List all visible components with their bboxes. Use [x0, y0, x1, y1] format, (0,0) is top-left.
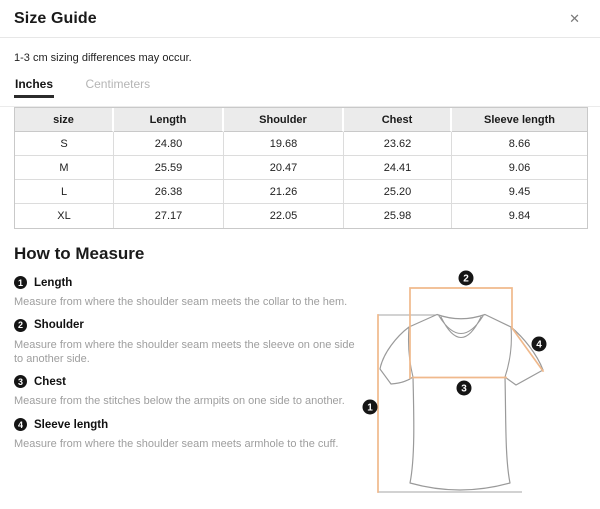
number-badge-icon: 1	[14, 276, 27, 289]
units-tabbar	[0, 75, 600, 107]
cell-shoulder: 22.05	[224, 204, 344, 228]
cell-sleeve: 8.66	[452, 132, 587, 156]
measure-label: Shoulder	[34, 319, 84, 332]
table-row	[15, 180, 587, 204]
cell-size: XL	[15, 204, 114, 228]
cell-size: M	[15, 156, 114, 180]
cell-length: 24.80	[114, 132, 224, 156]
cell-shoulder: 21.26	[224, 180, 344, 204]
diagram-badge-shoulder	[459, 271, 474, 286]
col-header-length: Length	[114, 108, 224, 132]
cell-shoulder: 19.68	[224, 132, 344, 156]
cell-sleeve: 9.84	[452, 204, 587, 228]
badge-number: 2	[463, 273, 469, 285]
measure-label: Chest	[34, 375, 66, 388]
diagram-badge-sleeve	[532, 337, 547, 352]
list-item	[14, 276, 366, 310]
tshirt-measure-diagram	[360, 258, 600, 509]
measure-label: Length	[34, 276, 73, 289]
measure-description: Measure from where the shoulder seam meets the sleeve on one side to another side.	[14, 338, 355, 365]
measure-description: Measure from the stitches below the armpits on one side to another.	[14, 395, 345, 408]
badge-number: 1	[367, 402, 373, 414]
cell-chest: 25.98	[344, 204, 452, 228]
tshirt-outline	[380, 315, 543, 491]
list-item	[14, 375, 366, 409]
measure-description: Measure from where the shoulder seam meets armhole to the cuff.	[14, 438, 339, 450]
measure-description: Measure from where the shoulder seam meets the collar to the hem.	[14, 296, 348, 308]
number-badge-icon: 4	[14, 418, 27, 431]
cell-sleeve: 9.06	[452, 156, 587, 180]
how-to-measure-title: How to Measure	[14, 244, 145, 263]
badge-number: 4	[536, 339, 542, 351]
cell-size: L	[15, 180, 114, 204]
modal-header	[0, 0, 600, 38]
diagram-badge-length	[363, 400, 378, 415]
col-header-shoulder: Shoulder	[224, 108, 344, 132]
number-badge-icon: 2	[14, 319, 27, 332]
cell-length: 25.59	[114, 156, 224, 180]
tab-centimeters[interactable]: Centimeters	[84, 77, 151, 95]
list-item	[14, 319, 366, 367]
table-row	[15, 156, 587, 180]
cell-shoulder: 20.47	[224, 156, 344, 180]
table-header-row	[15, 108, 587, 132]
cell-length: 26.38	[114, 180, 224, 204]
measure-list	[14, 276, 366, 452]
badge-number: 3	[461, 383, 467, 395]
modal-title: Size Guide	[14, 9, 97, 27]
cell-size: S	[15, 132, 114, 156]
cell-sleeve: 9.45	[452, 180, 587, 204]
measure-label: Sleeve length	[34, 418, 109, 431]
cell-chest: 25.20	[344, 180, 452, 204]
cell-chest: 24.41	[344, 156, 452, 180]
col-header-size: size	[15, 108, 114, 132]
table-row	[15, 204, 587, 228]
list-item	[14, 418, 366, 452]
table-row	[15, 132, 587, 156]
cell-chest: 23.62	[344, 132, 452, 156]
col-header-chest: Chest	[344, 108, 452, 132]
close-icon[interactable]: ✕	[565, 8, 584, 29]
tab-inches[interactable]: Inches	[14, 77, 54, 98]
diagram-badge-chest	[457, 381, 472, 396]
sizing-notice: 1-3 cm sizing differences may occur.	[14, 52, 192, 64]
col-header-sleeve: Sleeve length	[452, 108, 587, 132]
number-badge-icon: 3	[14, 375, 27, 388]
cell-length: 27.17	[114, 204, 224, 228]
size-table	[14, 107, 588, 229]
